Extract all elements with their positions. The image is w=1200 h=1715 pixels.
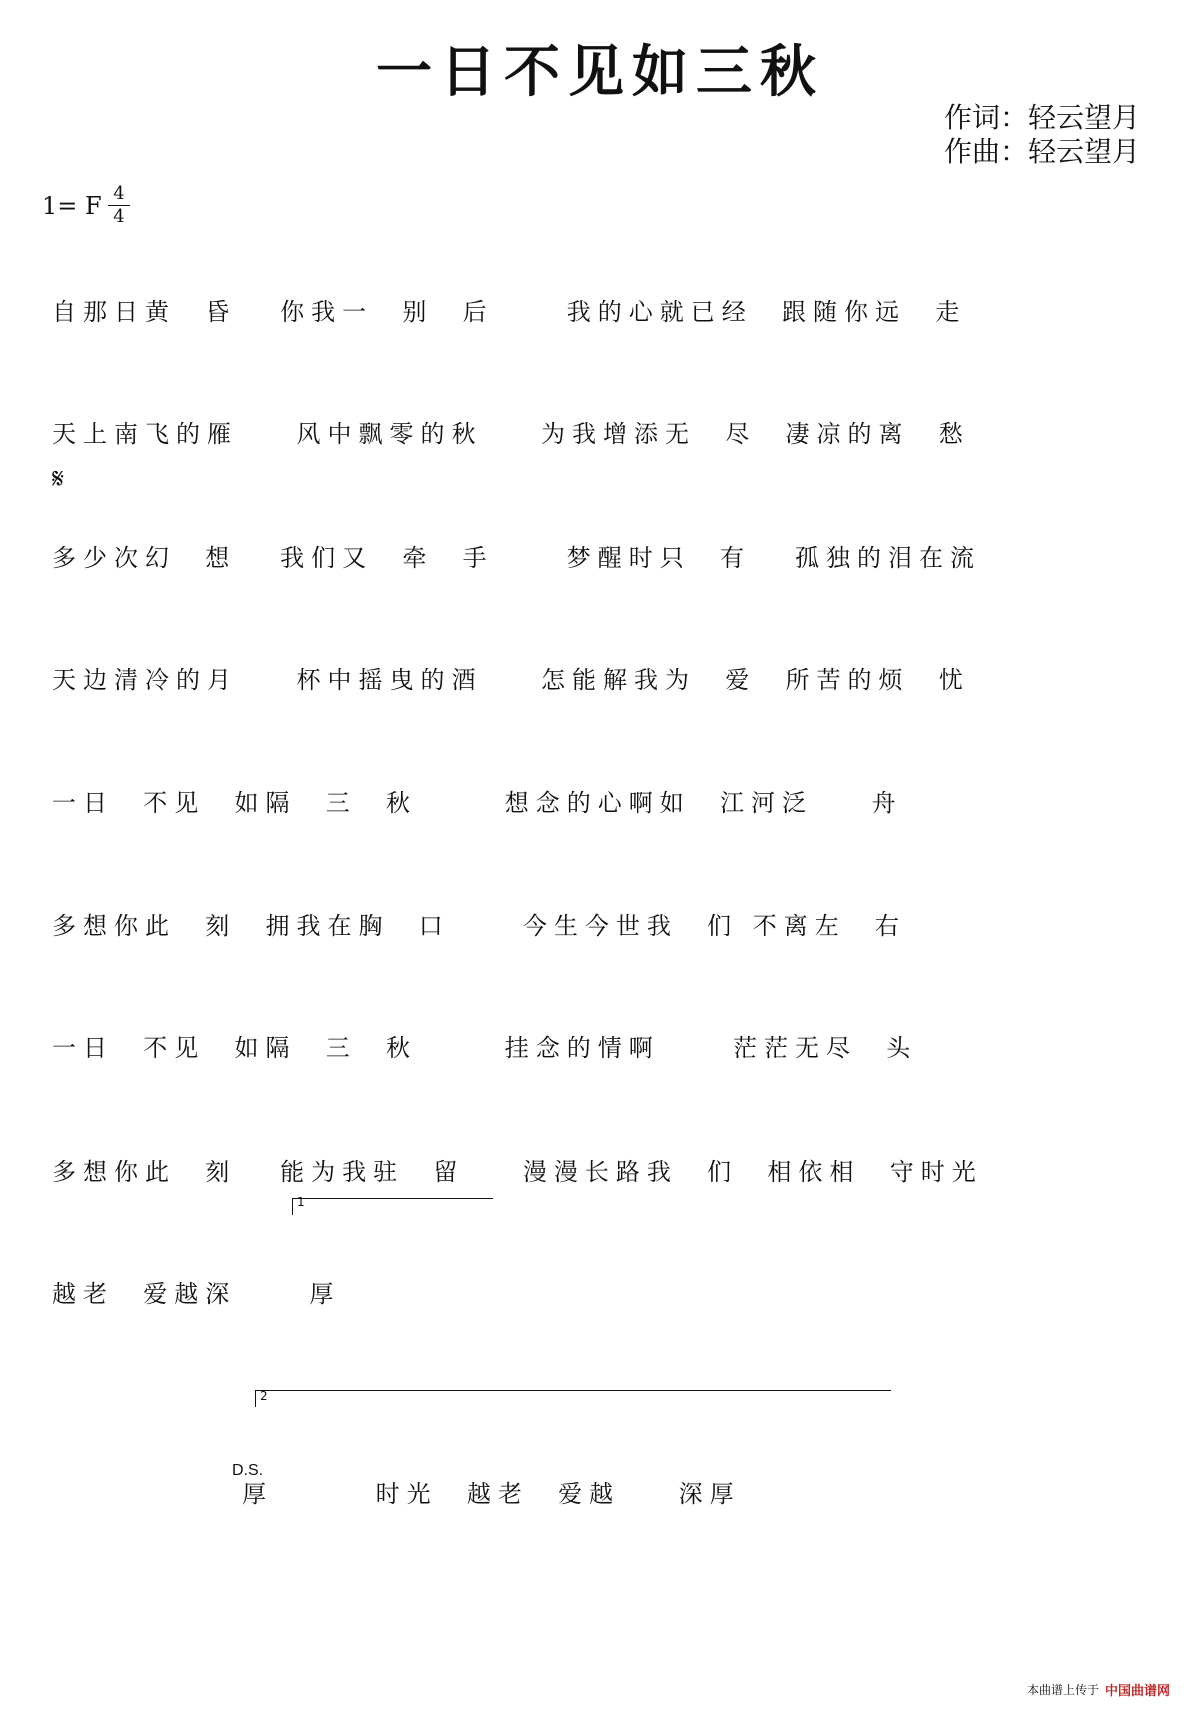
time-signature-bottom: 4 xyxy=(113,206,125,227)
song-title: 一日不见如三秋 xyxy=(376,39,824,105)
key-signature: 1= F xyxy=(42,192,102,220)
volta-1-number: 1 xyxy=(297,1195,305,1209)
volta-second-ending xyxy=(255,1390,891,1407)
lyric-line-2: 天上南飞的雁 风中飘零的秋 为我增添无 尽 凄凉的离 愁 xyxy=(52,420,970,448)
lyric-line-5: 一日 不见 如隔 三 秋 想念的心啊如 江河泛 舟 xyxy=(52,789,903,817)
da-segno-marking: D.S. xyxy=(232,1462,264,1479)
segno-sign: 𝄋 xyxy=(52,462,65,495)
site-logo: 中国曲谱网 xyxy=(1104,1684,1170,1699)
composer-credit: 作曲：轻云望月 xyxy=(943,135,1140,168)
score-line-1 xyxy=(50,230,1150,300)
lyric-line-3: 多少次幻 想 我们又 牵 手 梦醒时只 有 孤独的泪在流 xyxy=(52,544,981,572)
score-line-5 xyxy=(50,722,1150,792)
time-signature-top: 4 xyxy=(113,183,125,204)
score-line-8 xyxy=(50,1090,1150,1160)
footer-text: 本曲谱上传于 xyxy=(1026,1683,1099,1697)
lyric-line-7: 一日 不见 如隔 三 秋 挂念的情啊 茫茫无尽 头 xyxy=(52,1034,918,1062)
lyric-line-11: 厚 时光 越老 爱越 深厚 xyxy=(52,1480,741,1508)
volta-first-ending xyxy=(292,1195,493,1215)
lyricist-credit: 作词：轻云望月 xyxy=(943,101,1140,134)
upload-footer xyxy=(1027,1680,1170,1699)
lyric-line-9: 越老 爱越深 厚 xyxy=(52,1280,341,1308)
time-signature xyxy=(108,184,130,227)
volta-2-number: 2 xyxy=(260,1389,268,1403)
lyric-line-8: 多想你此 刻 能为我驻 留 漫漫长路我 们 相依相 守时光 xyxy=(52,1158,983,1186)
lyric-line-4: 天边清冷的月 杯中摇曳的酒 怎能解我为 爱 所苦的烦 忧 xyxy=(52,666,970,694)
lyric-line-6: 多想你此 刻 拥我在胸 口 今生今世我 们 不离左 右 xyxy=(52,912,907,940)
lyric-line-1: 自那日黄 昏 你我一 别 后 我的心就已经 跟随你远 走 xyxy=(52,298,967,326)
